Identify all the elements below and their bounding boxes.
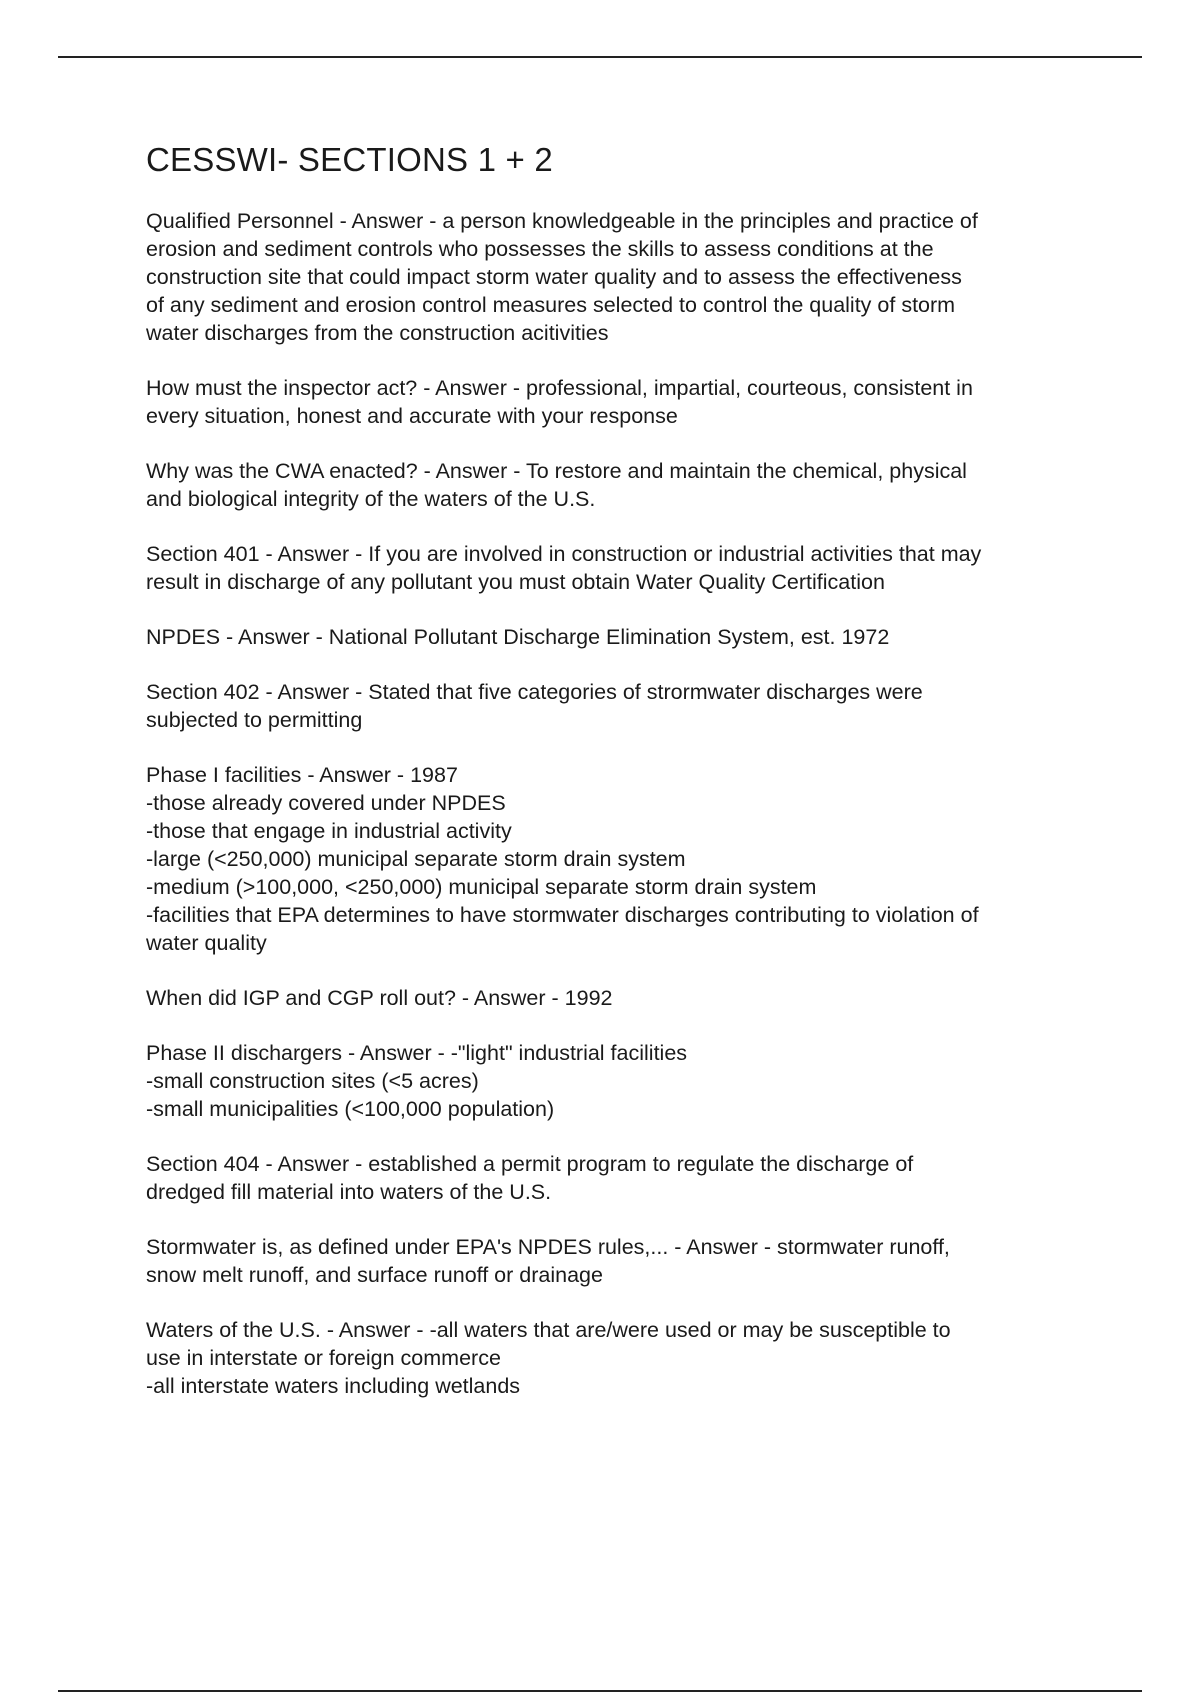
text-line: When did IGP and CGP roll out? - Answer - 1992 (146, 985, 613, 1010)
text-line: water quality (146, 930, 267, 955)
text-line: -large (<250,000) municipal separate storm drain system (146, 846, 686, 871)
qa-entry (146, 1039, 1106, 1123)
qa-entry (146, 761, 1106, 957)
text-line: Phase I facilities - Answer - 1987 (146, 762, 458, 787)
text-line: NPDES - Answer - National Pollutant Discharge Elimination System, est. 1972 (146, 624, 890, 649)
text-line: every situation, honest and accurate with your response (146, 403, 678, 428)
text-line: Section 402 - Answer - Stated that five categories of strormwater discharges were (146, 679, 923, 704)
qa-entry (146, 374, 1106, 430)
text-line: use in interstate or foreign commerce (146, 1345, 501, 1370)
text-line: Waters of the U.S. - Answer - -all waters that are/were used or may be susceptible to (146, 1317, 951, 1342)
qa-entry (146, 623, 1106, 651)
text-line: erosion and sediment controls who possesses the skills to assess conditions at the (146, 236, 934, 261)
text-line: Section 401 - Answer - If you are involved in construction or industrial activities that may (146, 541, 982, 566)
qa-entry (146, 207, 1106, 347)
text-line: How must the inspector act? - Answer - professional, impartial, courteous, consistent in (146, 375, 973, 400)
text-line: subjected to permitting (146, 707, 363, 732)
text-line: Stormwater is, as defined under EPA's NPDES rules,... - Answer - stormwater runoff, (146, 1234, 950, 1259)
text-line: -small municipalities (<100,000 population) (146, 1096, 555, 1121)
text-line: -small construction sites (<5 acres) (146, 1068, 479, 1093)
bottom-rule (58, 1690, 1142, 1692)
text-line: -all interstate waters including wetlands (146, 1373, 521, 1398)
text-line: Section 404 - Answer - established a permit program to regulate the discharge of (146, 1151, 914, 1176)
text-line: -medium (>100,000, <250,000) municipal separate storm drain system (146, 874, 817, 899)
qa-entry (146, 984, 1106, 1012)
text-line: water discharges from the construction acitivities (146, 320, 609, 345)
text-line: result in discharge of any pollutant you must obtain Water Quality Certification (146, 569, 885, 594)
text-line: Why was the CWA enacted? - Answer - To restore and maintain the chemical, physical (146, 458, 967, 483)
text-line: Phase II dischargers - Answer - -"light" industrial facilities (146, 1040, 688, 1065)
text-line: snow melt runoff, and surface runoff or drainage (146, 1262, 603, 1287)
text-line: construction site that could impact storm water quality and to assess the effectiveness (146, 264, 962, 289)
qa-entry (146, 678, 1106, 734)
qa-entry (146, 540, 1106, 596)
text-line: -those that engage in industrial activity (146, 818, 512, 843)
qa-entry (146, 457, 1106, 513)
text-line: -those already covered under NPDES (146, 790, 506, 815)
text-line: dredged fill material into waters of the U.S. (146, 1179, 552, 1204)
top-rule (58, 56, 1142, 58)
qa-entry (146, 1316, 1106, 1400)
qa-entry (146, 1233, 1106, 1289)
page-title: CESSWI- SECTIONS 1 + 2 (146, 141, 553, 178)
qa-entry (146, 1150, 1106, 1206)
text-line: and biological integrity of the waters of the U.S. (146, 486, 596, 511)
text-line: Qualified Personnel - Answer - a person knowledgeable in the principles and practice of (146, 208, 978, 233)
text-line: -facilities that EPA determines to have stormwater discharges contributing to violation of (146, 902, 979, 927)
document-body (146, 140, 1106, 1427)
text-line: of any sediment and erosion control measures selected to control the quality of storm (146, 292, 956, 317)
